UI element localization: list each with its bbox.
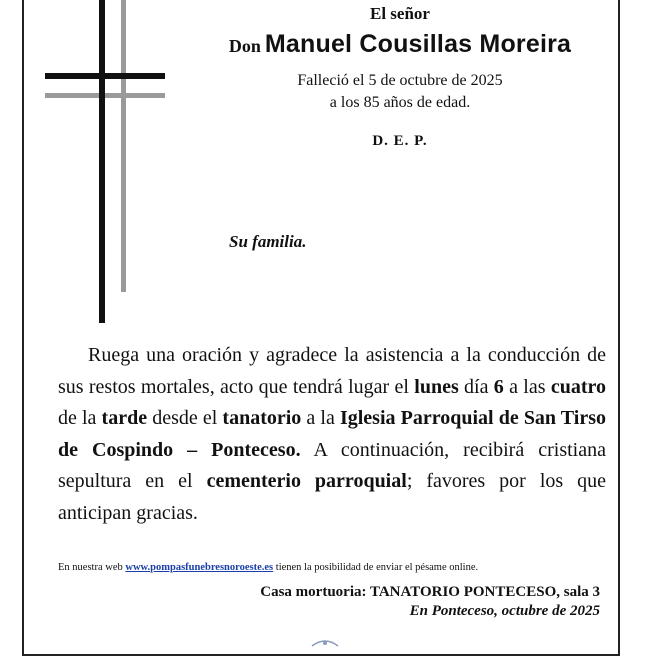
announcement-segment: tarde xyxy=(101,407,148,429)
place-date: En Ponteceso, octubre de 2025 xyxy=(409,603,600,619)
emblem-icon xyxy=(310,638,340,648)
website-link[interactable]: www.pompasfunebresnoroeste.es xyxy=(125,562,274,573)
death-date: Falleció el 5 de octubre de 2025 xyxy=(297,72,503,89)
announcement-segment: Iglesia Parroquial de San Tirso de Cospindo – Ponteceso. xyxy=(58,407,607,461)
announcement-segment: desde el xyxy=(147,407,223,429)
cross-black-vertical xyxy=(99,0,105,323)
web-prefix: En nuestra web xyxy=(58,562,123,573)
announcement-text xyxy=(58,340,606,529)
cross-grey-vertical xyxy=(121,0,126,292)
web-suffix: tienen la posibilidad de enviar el pésame online. xyxy=(275,562,479,573)
announcement-segment: cuatro xyxy=(550,375,607,398)
announcement-segment: A continuación, recibirá cristiana sepultura en el xyxy=(58,438,606,492)
death-age: a los 85 años de edad. xyxy=(329,94,471,111)
web-note xyxy=(58,562,606,573)
funeral-home: Casa mortuoria: TANATORIO PONTECESO, sala 3 xyxy=(260,584,600,600)
announcement-segment: a las xyxy=(503,375,551,398)
announcement-segment: día xyxy=(458,375,494,398)
announcement-segment: ; favores por los que anticipan gracias. xyxy=(58,470,607,524)
death-info xyxy=(200,70,600,114)
cross-grey-horizontal xyxy=(45,93,165,98)
announcement-segment: cementerio parroquial xyxy=(206,470,407,492)
announcement-segment: tanatorio xyxy=(222,407,302,429)
name-prefix: Don xyxy=(228,36,261,56)
full-name: Manuel Cousillas Moreira xyxy=(264,30,572,58)
announcement-segment: 6 xyxy=(493,375,504,398)
family-signature: Su familia. xyxy=(229,232,307,251)
cross-black-horizontal xyxy=(45,73,165,79)
announcement-segment: lunes xyxy=(414,375,459,398)
announcement-segment: a la xyxy=(301,407,340,429)
title: El señor xyxy=(370,4,430,23)
dep-text: D. E. P. xyxy=(372,133,428,149)
announcement-segment: Ruega una oración y agradece la asistencia a la conducción de sus restos mortales, acto que tendrá lugar el xyxy=(58,344,606,398)
announcement-segment: de la xyxy=(58,407,102,429)
deceased-name xyxy=(200,30,600,59)
